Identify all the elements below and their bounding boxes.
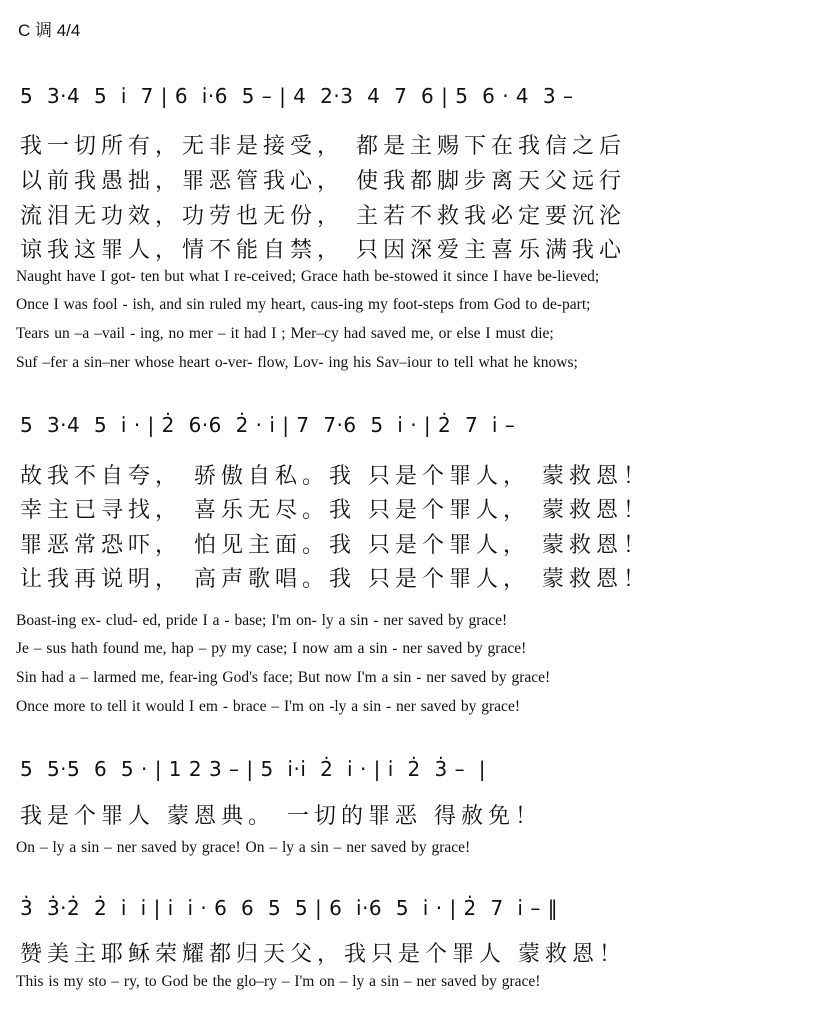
lyric-zh-verse-2: 幸主已寻找， 喜乐无尽。我 只是个罪人， 蒙救恩！ — [20, 498, 650, 523]
notation-line-2: 5 3·4 5 i̇ · | 2̇ 6·6 2̇ · i̇ | 7 7·6 5 i̇ · | 2̇ 7 i̇ – — [20, 413, 516, 437]
lyric-zh-verse-1: 我一切所有，无非是接受， 都是主赐下在我信之后 — [20, 134, 626, 159]
lyric-zh-verse-4: 让我再说明， 高声歌唱。我 只是个罪人， 蒙救恩！ — [20, 567, 650, 592]
lyric-en-verse-2: Once I was fool - ish, and sin ruled my heart, caus-ing my foot-steps from God to de-part; — [16, 296, 591, 313]
lyric-en-verse-4: Suf –fer a sin–ner whose heart o-ver- flow, Lov- ing his Sav–iour to tell what he knows; — [16, 354, 578, 371]
lyric-zh-refrain-1: 我是个罪人 蒙恩典。 一切的罪恶 得赦免！ — [20, 804, 542, 829]
notation-line-3: 5 5·5 6 5 · | 1 2 3 – | 5 i̇·i̇ 2̇ i̇ · | i̇ 2̇ 3̇ – | — [20, 757, 487, 781]
lyric-zh-verse-3: 流泪无功效，功劳也无份， 主若不救我必定要沉沦 — [20, 204, 626, 229]
lyric-en-refrain-1: On – ly a sin – ner saved by grace! On – ly a sin – ner saved by grace! — [16, 839, 471, 856]
lyric-en-verse-3: Sin had a – larmed me, fear-ing God's face; But now I'm a sin - ner saved by grace! — [16, 669, 551, 686]
lyric-en-refrain-2: This is my sto – ry, to God be the glo–ry – I'm on – ly a sin – ner saved by grace! — [16, 973, 541, 990]
notation-line-1: 5 3·4 5 i̇ 7 | 6 i̇·6 5 – | 4 2·3 4 7 6 | 5 6 · 4 3 – — [20, 84, 574, 108]
notation-line-4: 3̇ 3̇·2̇ 2̇ i̇ i̇ | i̇ i̇ · 6 6 5 5 | 6 i̇·6 5 i̇ · | 2̇ 7 i̇ – ‖ — [20, 896, 559, 920]
lyric-zh-verse-3: 罪恶常恐吓， 怕见主面。我 只是个罪人， 蒙救恩！ — [20, 533, 650, 558]
lyric-en-verse-1: Boast-ing ex- clud- ed, pride I a - base; I'm on- ly a sin - ner saved by grace! — [16, 612, 508, 629]
lyric-zh-refrain-2: 赞美主耶稣荣耀都归天父，我只是个罪人 蒙救恩！ — [20, 942, 626, 967]
key-signature: C 调 4/4 — [18, 21, 81, 40]
lyric-en-verse-3: Tears un –a –vail - ing, no mer – it had I ; Mer–cy had saved me, or else I must die; — [16, 325, 554, 342]
lyric-zh-verse-4: 谅我这罪人，情不能自禁， 只因深爱主喜乐满我心 — [20, 238, 626, 263]
lyric-en-verse-1: Naught have I got- ten but what I re-ceived; Grace hath be-stowed it since I have be-lieved; — [16, 268, 600, 285]
lyric-zh-verse-2: 以前我愚拙，罪恶管我心， 使我都脚步离天父远行 — [20, 169, 626, 194]
lyric-en-verse-4: Once more to tell it would I em - brace – I'm on -ly a sin - ner saved by grace! — [16, 698, 520, 715]
lyric-en-verse-2: Je – sus hath found me, hap – py my case; I now am a sin - ner saved by grace! — [16, 640, 527, 657]
lyric-zh-verse-1: 故我不自夸， 骄傲自私。我 只是个罪人， 蒙救恩！ — [20, 464, 650, 489]
